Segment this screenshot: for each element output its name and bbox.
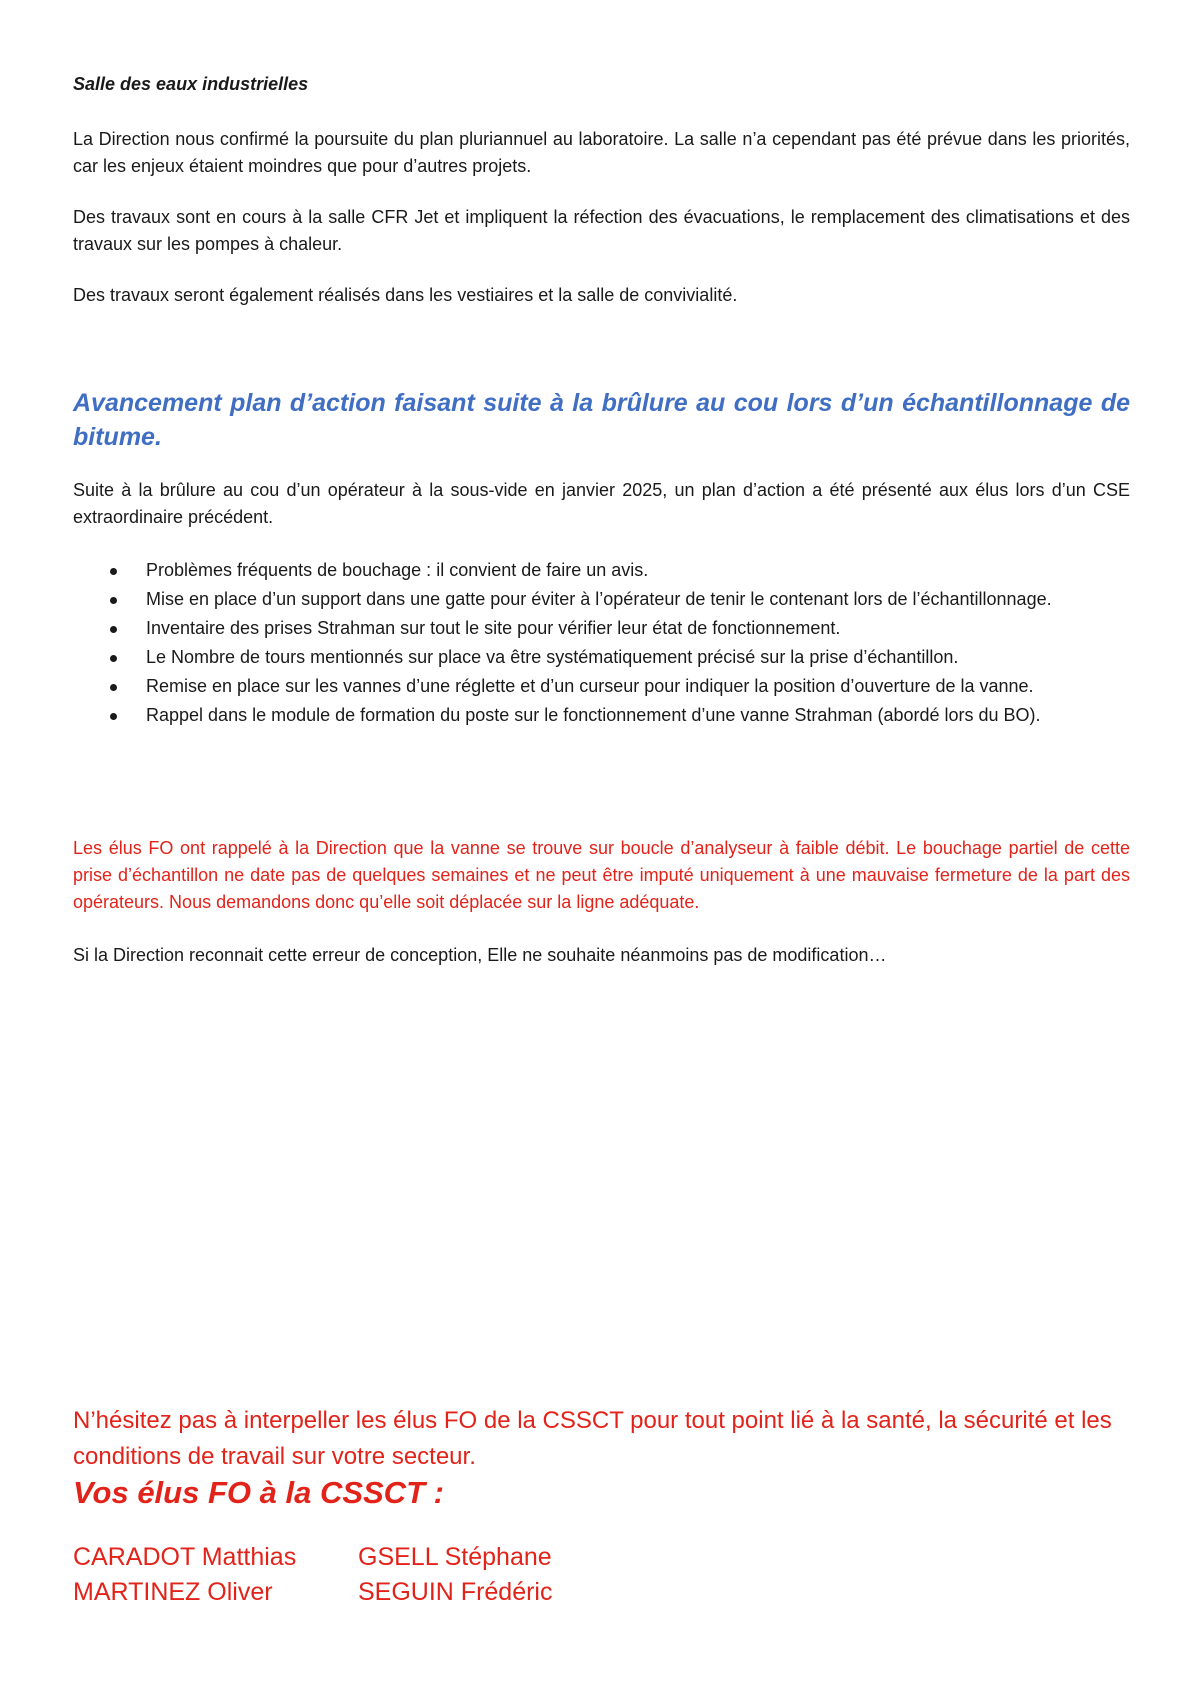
bullet-icon (110, 684, 117, 691)
list-item (73, 586, 1130, 613)
list-item-text: Mise en place d’un support dans une gatte pour éviter à l’opérateur de tenir le contenant lors de l’échantillonnage. (146, 589, 1052, 609)
representatives-title: Vos élus FO à la CSSCT : (73, 1475, 444, 1510)
bullet-icon (110, 713, 117, 720)
representative-name: GSELL Stéphane (358, 1543, 552, 1571)
list-item (73, 644, 1130, 671)
paragraph-conclusion: Si la Direction reconnait cette erreur de conception, Elle ne souhaite néanmoins pas de modification… (73, 945, 887, 965)
list-item (73, 557, 1130, 584)
bullet-icon (110, 626, 117, 633)
bullet-icon (110, 597, 117, 604)
list-item (73, 615, 1130, 642)
list-item (73, 673, 1130, 700)
paragraph-travaux-vestiaires: Des travaux seront également réalisés dans les vestiaires et la salle de convivialité. (73, 285, 738, 305)
paragraph-fo-statement: Les élus FO ont rappelé à la Direction que la vanne se trouve sur boucle d’analyseur à faible débit. Le bouchage partiel de cette prise d’échantillon ne date pas de quelques semaines et ne peut être imputé uniquement à une mauvaise fermeture de la part des opérateurs. Nous demandons donc qu’elle soit déplacée sur la ligne adéquate. (73, 838, 1130, 912)
list-item-text: Remise en place sur les vannes d’une réglette et d’un curseur pour indiquer la position d’ouverture de la vanne. (146, 676, 1034, 696)
bullet-icon (110, 655, 117, 662)
section-title-plan-action: Avancement plan d’action faisant suite à la brûlure au cou lors d’un échantillonnage de bitume. (73, 389, 1130, 451)
list-item-text: Le Nombre de tours mentionnés sur place va être systématiquement précisé sur la prise d’échantillon. (146, 647, 959, 667)
action-list (73, 557, 1130, 731)
paragraph-intro-brulure: Suite à la brûlure au cou d’un opérateur à la sous-vide en janvier 2025, un plan d’action a été présenté aux élus lors d’un CSE extraordinaire précédent. (73, 480, 1130, 527)
representative-name: SEGUIN Frédéric (358, 1578, 553, 1606)
call-to-action: N’hésitez pas à interpeller les élus FO de la CSSCT pour tout point lié à la santé, la sécurité et les conditions de travail sur votre secteur. (73, 1407, 1112, 1470)
representative-name: CARADOT Matthias (73, 1543, 297, 1571)
list-item-text: Problèmes fréquents de bouchage : il convient de faire un avis. (146, 560, 649, 580)
paragraph-travaux-cfr-jet: Des travaux sont en cours à la salle CFR Jet et impliquent la réfection des évacuations, le remplacement des climatisations et des travaux sur les pompes à chaleur. (73, 207, 1130, 254)
list-item (73, 702, 1130, 729)
list-item-text: Rappel dans le module de formation du poste sur le fonctionnement d’une vanne Strahman (abordé lors du BO). (146, 705, 1041, 725)
section-title-eaux-industrielles: Salle des eaux industrielles (73, 74, 309, 94)
paragraph-plan-pluriannuel: La Direction nous confirmé la poursuite du plan pluriannuel au laboratoire. La salle n’a cependant pas été prévue dans les priorités, car les enjeux étaient moindres que pour d’autres projets. (73, 129, 1130, 176)
representative-name: MARTINEZ Oliver (73, 1578, 273, 1606)
bullet-icon (110, 568, 117, 575)
list-item-text: Inventaire des prises Strahman sur tout le site pour vérifier leur état de fonctionnement. (146, 618, 841, 638)
